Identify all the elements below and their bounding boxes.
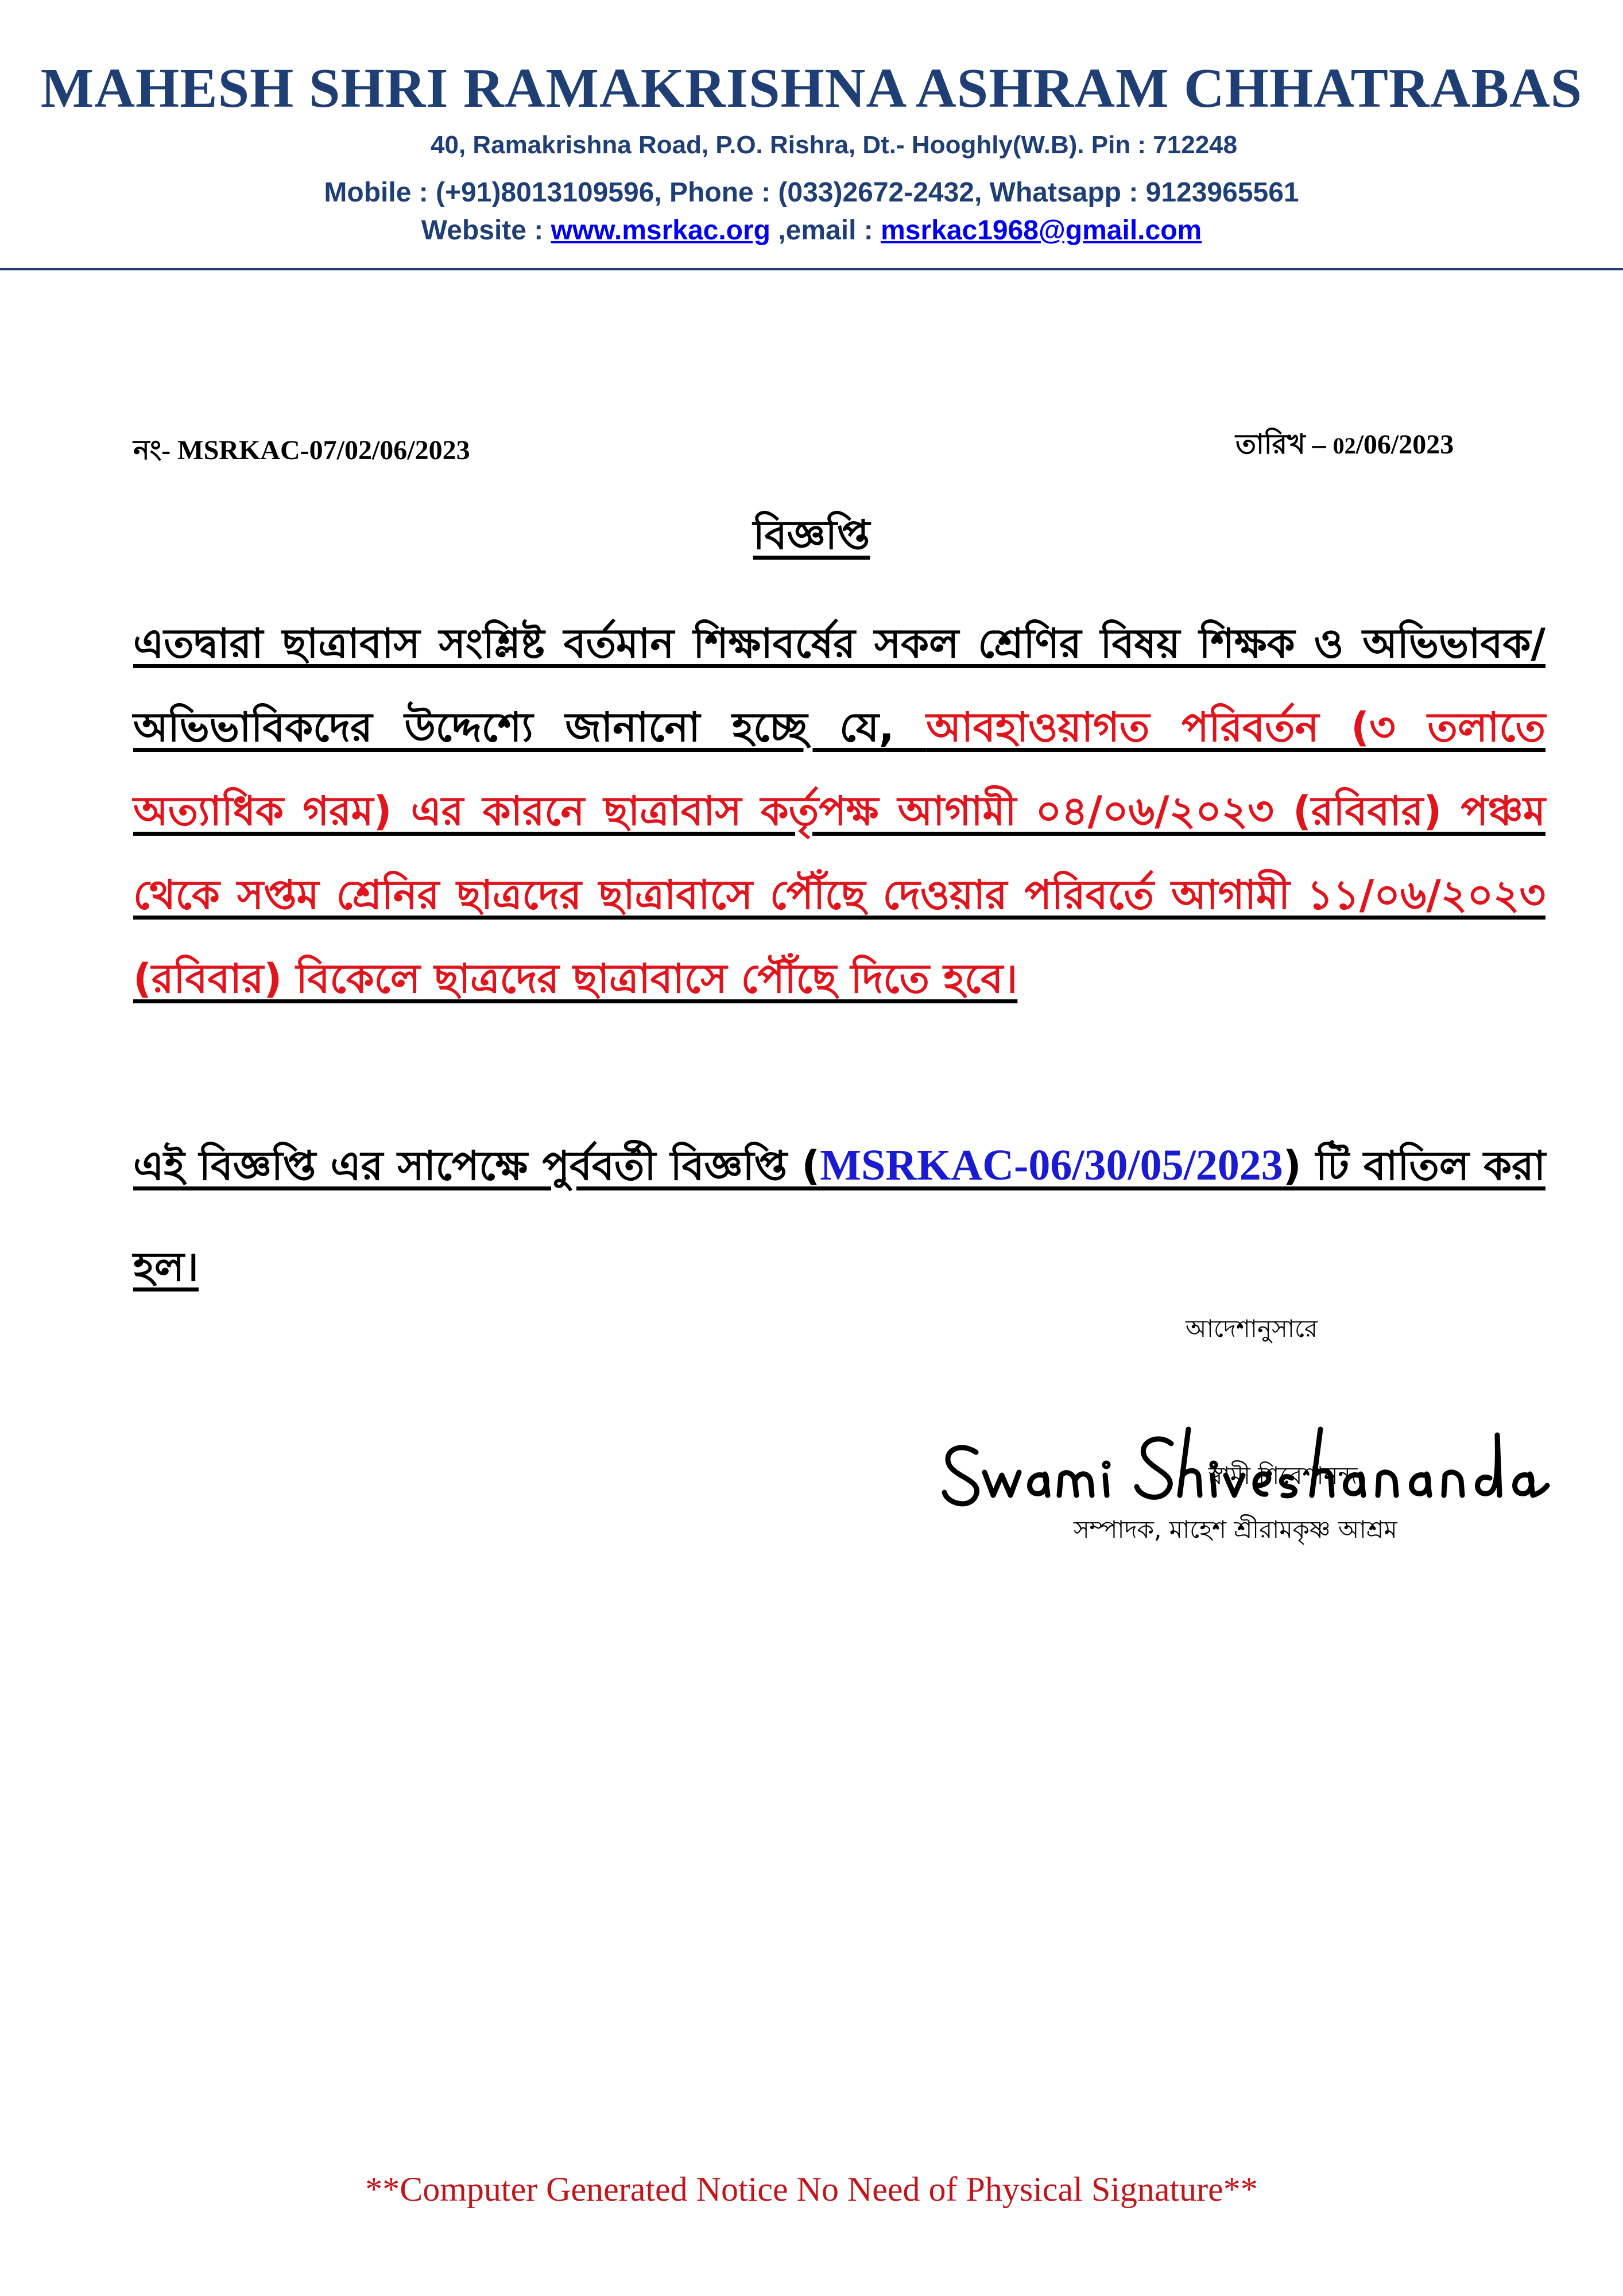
email-label: ,email : (770, 215, 881, 246)
cancellation-text-start: এই বিজ্ঞপ্তি এর সাপেক্ষে পুর্ববর্তী বিজ্ঞপ্তি ( (133, 1142, 820, 1189)
signatory-name: স্বামী শিবেশানন্দ (1208, 1461, 1358, 1490)
notice-intro-text: এতদ্বারা ছাত্রাবাস সংশ্লিষ্ট বর্তমান শিক্ষাবর্ষের সকল শ্রেণির বিষয় শিক্ষক ও অভিভাবক/অভিভাবিকদের উদ্দেশ্যে জানানো হচ্ছে যে, (133, 620, 1545, 751)
date-month-year: /06/2023 (1355, 429, 1454, 460)
organization-address: 40, Ramakrishna Road, P.O. Rishra, Dt.- Hooghly(W.B). Pin : 712248 (431, 131, 1238, 159)
contact-numbers: Mobile : (+91)8013109596, Phone : (033)2672-2432, Whatsapp : 9123965561 (324, 177, 1299, 208)
website-link[interactable]: www.msrkac.org (551, 215, 770, 246)
email-link[interactable]: msrkac1968@gmail.com (881, 215, 1202, 246)
notice-paragraph-1 (133, 602, 1545, 1021)
previous-notice-reference: MSRKAC-06/30/05/2023 (820, 1141, 1283, 1189)
date-label: তারিখ – (1235, 429, 1333, 460)
computer-generated-note: **Computer Generated Notice No Need of Physical Signature** (365, 2170, 1258, 2208)
signatory-title: সম্পাদক, মাহেশ শ্রীরামকৃষ্ণ আশ্রম (1074, 1515, 1397, 1543)
website-email-line (0, 215, 1623, 246)
notice-date (1235, 424, 1454, 469)
organization-name: MAHESH SHRI RAMAKRISHNA ASHRAM CHHATRABAS (40, 57, 1583, 119)
website-label: Website : (421, 215, 551, 246)
notice-paragraph-2 (133, 1115, 1545, 1317)
reference-number: নং- MSRKAC-07/02/06/2023 (133, 435, 470, 466)
notice-highlight-text: আবহাওয়াগত পরিবর্তন (৩ তলাতে অত্যাধিক গরম) এর কারনে ছাত্রাবাস কর্তৃপক্ষ আগামী ০৪/০৬/২০২৩ (রবিবার) পঞ্চম থেকে সপ্তম শ্রেনির ছাত্রদের ছাত্রাবাসে পৌঁছে দেওয়ার পরিবর্তে আগামী ১১/০৬/২০২৩ (রবিবার) বিকেলে ছাত্রদের ছাত্রাবাসে পৌঁছে দিতে হবে। (133, 704, 1545, 1002)
date-day: 02 (1333, 433, 1356, 459)
letterhead-divider (0, 268, 1623, 270)
by-order-label: আদেশানুসারে (1186, 1314, 1318, 1343)
notice-heading: বিজ্ঞপ্তি (753, 511, 870, 559)
cancellation-text-end: ) টি বাতিল করা হল। (133, 1142, 1545, 1290)
handwritten-signature (936, 1418, 1556, 1521)
